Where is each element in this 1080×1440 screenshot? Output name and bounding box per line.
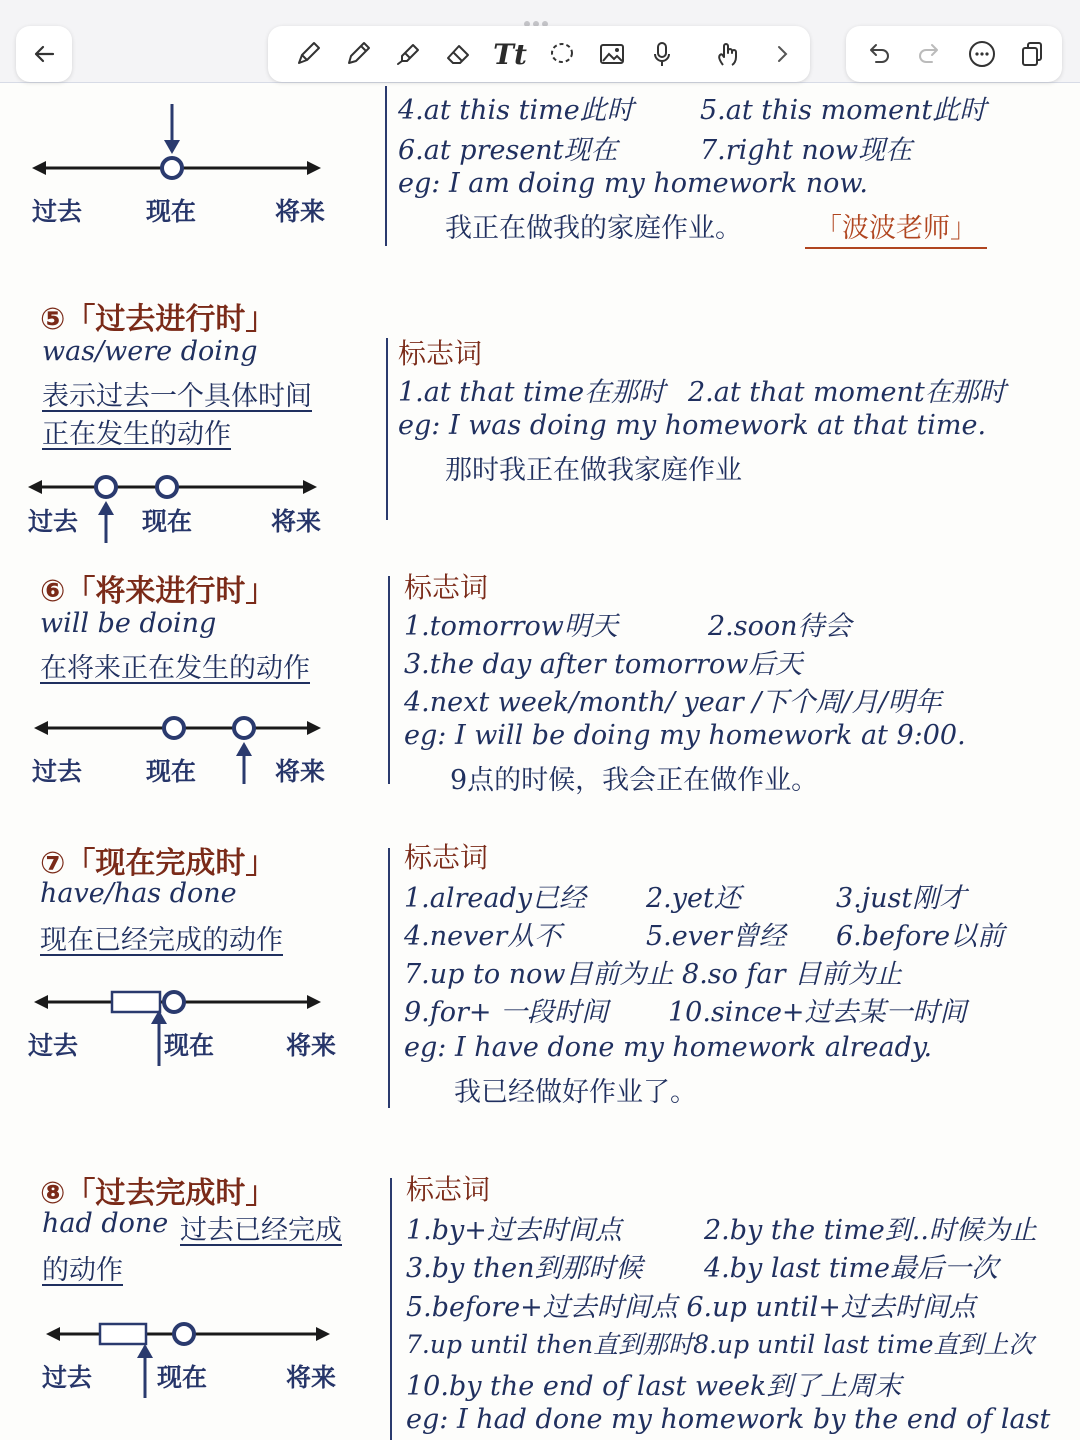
example-sentence: eg: I had done my homework by the end of last [406, 1404, 1051, 1435]
keyword-line: 2.at that moment在那时 [688, 377, 1006, 408]
column-divider [388, 576, 390, 784]
keyword-line: 7.up to now目前为止 8.so far 目前为止 [404, 959, 903, 990]
keyword-line: 5.at this moment此时 [700, 95, 987, 126]
example-sentence: eg: I will be doing my homework at 9:00. [404, 720, 966, 751]
history-palette [846, 26, 1062, 82]
lasso-icon[interactable] [542, 34, 582, 74]
text-tool-icon[interactable]: Tt [493, 37, 527, 71]
keywords-title: 标志词 [404, 571, 489, 604]
axis-label-past: 过去 [32, 757, 83, 786]
keyword-line: 3.just刚才 [836, 883, 967, 914]
keyword-line: 9.for+ 一段时间 [404, 997, 609, 1028]
axis-label-future: 将来 [275, 197, 326, 226]
highlighter-icon[interactable] [388, 34, 428, 74]
tense-description: 表示过去一个具体时间 [42, 381, 312, 412]
column-divider [390, 1178, 392, 1440]
pen-icon[interactable] [288, 34, 328, 74]
tense-description: 现在已经完成的动作 [40, 925, 283, 956]
keyword-line: 4.next week/month/ year /下个周/月/明年 [404, 687, 942, 718]
tense-description: 的动作 [42, 1255, 123, 1286]
tense-form: had done [42, 1208, 169, 1239]
keyword-line: 10.by the end of last week到了上周末 [406, 1371, 902, 1402]
keyword-line: 6.at present现在 [398, 135, 618, 166]
chevron-right-icon[interactable] [762, 34, 802, 74]
example-sentence: eg: I have done my homework already. [404, 1032, 933, 1063]
keyword-line: 5.before+过去时间点 6.up until+过去时间点 [406, 1292, 976, 1323]
example-translation: 我正在做我的家庭作业。 [445, 213, 742, 244]
axis-label-future: 将来 [286, 1031, 337, 1060]
example-sentence: eg: I was doing my homework at that time. [398, 410, 987, 441]
section-title-present-perfect: ⑦「现在完成时」 [40, 846, 276, 881]
keyword-line: 2.yet还 [646, 883, 741, 914]
eraser-icon[interactable] [438, 34, 478, 74]
keyword-line: 1.already已经 [404, 883, 587, 914]
back-pill [16, 26, 72, 82]
keyword-line: 2.soon待会 [708, 611, 852, 642]
column-divider [385, 86, 387, 246]
pages-icon[interactable] [1012, 34, 1052, 74]
tense-form: will be doing [40, 608, 217, 639]
column-divider [388, 848, 390, 1108]
section-title-past-perfect: ⑧「过去完成时」 [40, 1176, 276, 1211]
keyword-line: 1.at that time在那时 [398, 377, 666, 408]
example-translation: 9点的时候，我会正在做作业。 [450, 765, 819, 796]
section-title-past-progressive: ⑤「过去进行时」 [40, 302, 276, 337]
keyword-line: 4.at this time此时 [398, 95, 634, 126]
signature-stamp: 「波波老师」 [805, 206, 987, 249]
keyword-line: 7.up until then直到那时8.up until last time直到上次 [406, 1330, 1034, 1359]
axis-label-future: 将来 [271, 507, 322, 536]
tense-description: 在将来正在发生的动作 [40, 653, 310, 684]
axis-label-past: 过去 [28, 507, 79, 536]
axis-label-past: 过去 [42, 1363, 93, 1392]
example-translation: 那时我正在做我家庭作业 [445, 455, 742, 486]
image-icon[interactable] [592, 34, 632, 74]
axis-label-future: 将来 [286, 1363, 337, 1392]
keyword-line: 3.by then到那时候 [406, 1253, 643, 1284]
axis-label-now: 现在 [142, 507, 193, 536]
drag-handle-icon[interactable] [524, 12, 556, 20]
timeline-present-progressive [30, 100, 330, 190]
keyword-line: 5.ever曾经 [646, 921, 786, 952]
keyword-line: 1.tomorrow明天 [404, 611, 618, 642]
keyword-line: 4.never从不 [404, 921, 562, 952]
microphone-icon[interactable] [642, 34, 682, 74]
redo-icon[interactable] [910, 34, 950, 74]
keyword-line: 3.the day after tomorrow后天 [404, 649, 803, 680]
top-toolbar [0, 0, 1080, 83]
example-translation: 我已经做好作业了。 [454, 1077, 697, 1108]
axis-label-now: 现在 [164, 1031, 215, 1060]
back-arrow-icon[interactable] [24, 34, 64, 74]
pencil-icon[interactable] [338, 34, 378, 74]
axis-label-past: 过去 [28, 1031, 79, 1060]
tense-description: 过去已经完成 [180, 1215, 342, 1246]
more-icon[interactable] [962, 34, 1002, 74]
keyword-line: 10.since+过去某一时间 [668, 997, 967, 1028]
keywords-title: 标志词 [398, 337, 483, 370]
axis-label-future: 将来 [275, 757, 326, 786]
note-page[interactable] [0, 82, 1080, 1440]
tense-form: was/were doing [42, 336, 258, 367]
axis-label-now: 现在 [157, 1363, 208, 1392]
keyword-line: 6.before以前 [836, 921, 1005, 952]
keyword-line: 1.by+过去时间点 [406, 1215, 622, 1246]
keyword-line: 2.by the time到..时候为止 [704, 1215, 1037, 1246]
keywords-title: 标志词 [406, 1173, 491, 1206]
axis-label-now: 现在 [146, 757, 197, 786]
column-divider [386, 338, 388, 520]
axis-label-past: 过去 [32, 197, 83, 226]
keywords-title: 标志词 [404, 841, 489, 874]
tense-form: have/has done [40, 878, 237, 909]
finger-draw-icon[interactable] [708, 34, 748, 74]
keyword-line: 4.by last time最后一次 [704, 1253, 998, 1284]
axis-label-now: 现在 [146, 197, 197, 226]
section-title-future-progressive: ⑥「将来进行时」 [40, 574, 276, 609]
tool-palette [268, 26, 810, 82]
keyword-line: 7.right now现在 [700, 135, 913, 166]
tense-description: 正在发生的动作 [42, 419, 231, 450]
example-sentence: eg: I am doing my homework now. [398, 168, 868, 199]
undo-icon[interactable] [858, 34, 898, 74]
